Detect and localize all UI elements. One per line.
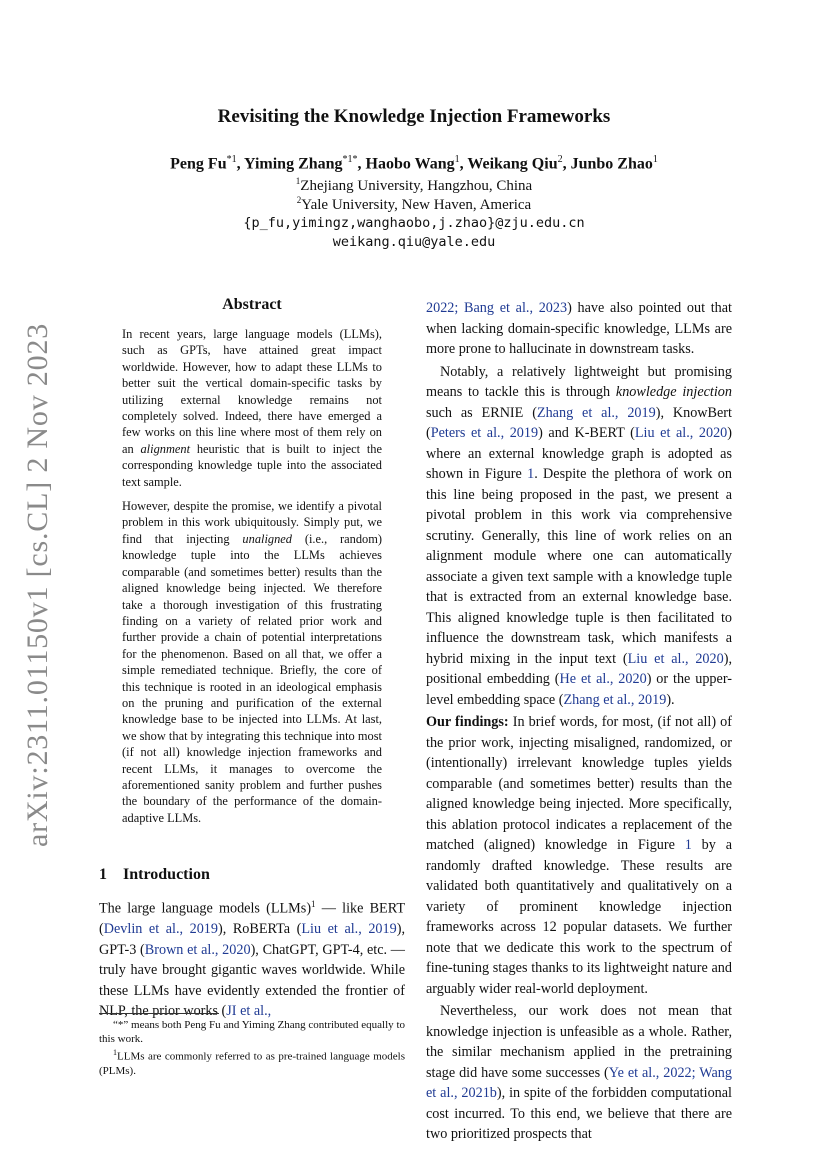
body-paragraph bbox=[426, 1001, 732, 1145]
email-line: {p_fu,yimingz,wanghaobo,j.zhao}@zju.edu.cn bbox=[243, 215, 585, 231]
text-run: In recent years, large language models (LLMs), such as GPTs, have attained great impact worldwide. However, how to adapt these LLMs to better suit the vertical domain-specific tasks by utilizing external knowledge remains not completely solved. Indeed, there have emerged a few works on this line where most of them rely on an bbox=[122, 327, 382, 456]
text-run: ), GPT-3 ( bbox=[99, 921, 405, 958]
citation-link[interactable]: 2022; Bang et al., 2023 bbox=[426, 300, 568, 316]
figure-link[interactable]: 1 bbox=[527, 466, 535, 482]
affiliation-text: Zhejiang University, Hangzhou, China bbox=[300, 178, 533, 194]
citation-link[interactable]: Ye et al., 2022; Wang et al., 2021b bbox=[426, 1064, 732, 1101]
intro-right-column bbox=[426, 298, 732, 1145]
text-run: ) have also pointed out that when lacking domain-specific knowledge, LLMs are more prone to hallucinate in downstream tasks. bbox=[426, 300, 732, 357]
arxiv-stamp-text: arXiv:2311.01150v1 [cs.CL] 2 Nov 2023 bbox=[21, 323, 54, 847]
author-name: Junbo Zhao bbox=[570, 155, 653, 173]
body-paragraph bbox=[426, 712, 732, 999]
author-marker: *1* bbox=[342, 154, 358, 165]
figure-link[interactable]: 1 bbox=[684, 837, 692, 853]
text-run: (i.e., random) knowledge tuple into the LLMs achieves comparable (and sometimes better) results than the aligned knowledge being injected. We therefore take a thorough investigation of this frustrating finding on a variety of related prior work and further provide a chain of potential interpretations for the phenomenon. Based on all that, we offer a simple remediated technique. Briefly, the core of this technique is rooted in an ideological emphasis on the pruning and purification of the external knowledge base to be injected into LLMs. At last, we show that by integrating this technique into most (if not all) knowledge injection frameworks and recent LLMs, it manages to overcome the aforementioned sanity problem and further pushes the boundary of the performance of the domain-adaptive LLMs. bbox=[122, 531, 382, 825]
text-run: The large language models (LLMs) bbox=[99, 900, 312, 917]
affiliation-marker: 2 bbox=[296, 195, 302, 205]
author-name: Haobo Wang bbox=[365, 155, 455, 173]
abstract-paragraph bbox=[122, 498, 382, 826]
abstract-heading: Abstract bbox=[222, 296, 282, 313]
footnote bbox=[99, 1046, 405, 1078]
text-run: by a randomly drafted knowledge. These results are validated both quantitatively and qualitatively on a variety of prominent knowledge injection frameworks across 12 popular datasets. We further note that we dedicate this work to the spectrum of fine-tuning stages thanks to its lightweight nature and arguably wider real-world deployment. bbox=[426, 837, 732, 997]
text-run: ), in spite of the forbidden computational cost incurred. To this end, we believe that there are two prioritized prospects that bbox=[426, 1085, 732, 1142]
author-list: Peng Fu$^{*1}$, Yiming Zhang$^{*1*}$, Haobo Wang$^1$, Weikang Qiu$^2$, Junbo Zhao$^1$ bbox=[170, 154, 658, 173]
emphasis: alignment bbox=[140, 441, 191, 456]
text-run: ), positional embedding ( bbox=[426, 650, 732, 687]
text-run: heuristic that is built to inject the corresponding knowledge tuple into the associated text sample. bbox=[122, 441, 382, 489]
citation-link[interactable]: Liu et al., 2020 bbox=[627, 650, 724, 667]
text-run: ) or the upper-level embedding space ( bbox=[426, 671, 732, 708]
abstract-paragraph bbox=[122, 326, 382, 490]
footnote-marker: 1 bbox=[113, 1048, 117, 1057]
email-line: weikang.qiu@yale.edu bbox=[332, 234, 496, 250]
author-name: Peng Fu bbox=[170, 155, 227, 173]
citation-link[interactable]: He et al., 2020 bbox=[559, 671, 647, 687]
text-run: such as ERNIE ( bbox=[426, 404, 537, 421]
text-run: . Despite the plethora of work on this line being proposed in the past, we present a pivotal problem in this work via comprehensive scrutiny. Generally, this line of work relies on an alignment module where one can automatically associate a given text sample with a knowledge tuple that is extracted from an external knowledge base. This aligned knowledge tuple is then facilitated to influence the downstream task, which manifests a hybrid mixing in the input text ( bbox=[426, 466, 732, 667]
paragraph-lead: Our findings: bbox=[426, 714, 509, 730]
citation-link[interactable]: Liu et al., 2019 bbox=[301, 921, 397, 938]
affiliation bbox=[0, 176, 828, 195]
text-run: Nevertheless, our work does not mean that knowledge injection is unfeasible as a whole. Rather, the similar mechanism applied in the pretraining stage did have some successes ( bbox=[426, 1003, 732, 1081]
affiliation-marker: 1 bbox=[295, 176, 301, 186]
author-name: Yiming Zhang bbox=[244, 155, 343, 173]
section-number: 1 bbox=[99, 866, 107, 883]
text-run: ), RoBERTa ( bbox=[217, 921, 302, 938]
text-run: ). bbox=[666, 691, 675, 708]
section-title: Introduction bbox=[123, 866, 210, 883]
intro-left-column bbox=[99, 894, 405, 1022]
text-run: ) where an external knowledge graph is adopted as shown in Figure bbox=[426, 425, 733, 482]
paper-title: Revisiting the Knowledge Injection Frameworks bbox=[217, 106, 611, 127]
section-heading bbox=[99, 866, 210, 884]
footnote-rule bbox=[99, 1013, 219, 1014]
text-run: ) and K-BERT ( bbox=[538, 425, 635, 441]
body-paragraph bbox=[426, 362, 732, 711]
emphasis: knowledge injection bbox=[615, 384, 732, 400]
author-name: Weikang Qiu bbox=[467, 155, 558, 173]
citation-link[interactable]: Zhang et al., 2019 bbox=[563, 691, 667, 708]
citation-link[interactable]: Devlin et al., 2019 bbox=[103, 921, 218, 938]
text-run: ), KnowBert ( bbox=[426, 404, 732, 441]
arxiv-stamp bbox=[18, 315, 58, 855]
affiliation-text: Yale University, New Haven, America bbox=[301, 197, 532, 213]
text-run: In brief words, for most, (if not all) of the prior work, injecting misaligned, randomized, or (intentionally) irrelevant knowledge tuples yields comparable (and sometimes better) results than the aligned knowledge being injected. More specifically, this ablation protocol indicates a replacement of the matched (aligned) knowledge in Figure bbox=[426, 714, 732, 853]
text-run: However, despite the promise, we identify a pivotal problem in this work ubiquitously. Simply put, we find that injecting bbox=[122, 499, 382, 546]
citation-link[interactable]: Peters et al., 2019 bbox=[430, 425, 539, 441]
footnote-text: LLMs are commonly referred to as pre-trained language models (PLMs). bbox=[99, 1050, 405, 1077]
footnote-marker: 1 bbox=[311, 899, 316, 909]
body-paragraph bbox=[99, 894, 405, 1022]
citation-link[interactable]: JI et al., bbox=[226, 1003, 272, 1020]
citation-link[interactable]: Zhang et al., 2019 bbox=[536, 404, 656, 421]
author-marker: 1 bbox=[454, 154, 460, 165]
affiliation bbox=[0, 195, 828, 214]
citation-link[interactable]: Brown et al., 2020 bbox=[144, 941, 251, 958]
footnote: “*” means both Peng Fu and Yiming Zhang contributed equally to this work. bbox=[99, 1019, 405, 1045]
author-marker: 1 bbox=[652, 154, 658, 165]
emphasis: unaligned bbox=[242, 531, 292, 546]
citation-link[interactable]: Liu et al., 2020 bbox=[634, 425, 728, 441]
body-paragraph bbox=[426, 298, 732, 360]
abstract-body bbox=[122, 326, 382, 834]
author-marker: 2 bbox=[557, 154, 563, 165]
text-run: ), ChatGPT, GPT-4, etc. — truly have brought gigantic waves worldwide. While these LLMs have evidently extended the frontier of NLP, the prior works ( bbox=[99, 941, 405, 1020]
text-run: Notably, a relatively lightweight but promising means to tackle this is through bbox=[426, 363, 732, 400]
author-marker: *1 bbox=[226, 154, 237, 165]
text-run: — like BERT ( bbox=[99, 900, 405, 938]
